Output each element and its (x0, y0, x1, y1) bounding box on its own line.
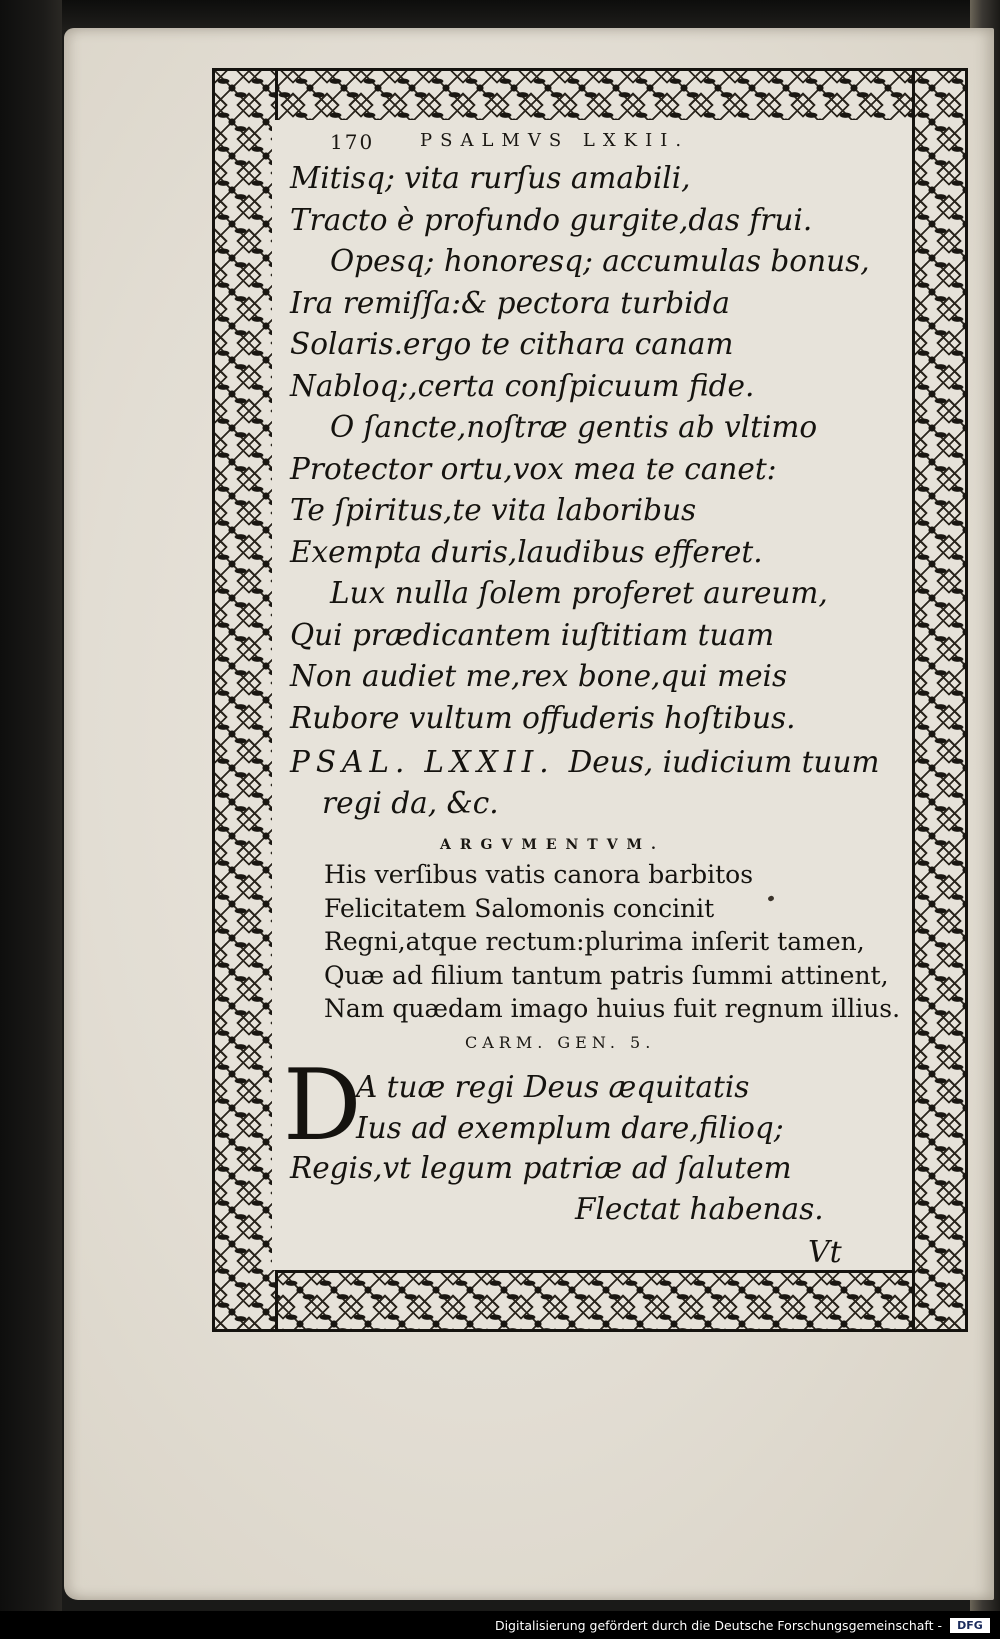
verse-line: Protector ortu,vox mea te canet: (290, 451, 777, 486)
running-title: PSALMVS LXKII. (420, 130, 690, 151)
argument-line: Nam quædam imago huius fuit regnum illius. (324, 994, 901, 1023)
ode-line: Regis,vt legum patriæ ad ſalutem (290, 1151, 792, 1185)
verse-line: Exempta duris,laudibus efferet. (290, 534, 763, 569)
argument-line: His verſibus vatis canora barbitos (324, 860, 754, 889)
psalm-incipit-continuation: regi da, &c. (322, 786, 499, 820)
psalm-label: PSAL. (290, 745, 411, 779)
verse-line: Lux nulla ſolem proferet aureum, (330, 576, 828, 610)
verse-line: Qui prædicantem iuſtitiam tuam (290, 617, 775, 652)
ornamental-border-right (912, 68, 968, 1332)
verse-line: Nabloq;,certa conſpicuum fide. (290, 368, 755, 403)
ode-line: Ius ad exemplum dare,filioq; (356, 1110, 784, 1145)
verse-line: Non audiet me,rex bone,qui meis (290, 659, 788, 693)
verse-line: Ira remiſſa:& pectora turbida (290, 285, 730, 320)
catchword: Vt (808, 1235, 842, 1270)
argument-line: Felicitatem Salomonis concinit (324, 893, 715, 923)
verse-line: Opesq; honoresq; accumulas bonus, (330, 244, 870, 278)
verse-line: Rubore vultum offuderis hoſtibus. (290, 700, 796, 735)
argument-heading: ARGVMENTVM. (440, 837, 665, 853)
verse-line: O ſancte,noſtræ gentis ab vltimo (330, 410, 818, 444)
ode-line: A tuæ regi Deus æquitatis (356, 1070, 750, 1104)
carmen-label: CARM. GEN. 5. (465, 1033, 656, 1052)
verse-line: Te ſpiritus,te vita laboribus (290, 493, 697, 527)
ode-block (290, 1067, 824, 1229)
psalm-number: LXXII. (424, 745, 555, 779)
ornamental-border-bottom (212, 1270, 968, 1332)
psalm-incipit: Deus, iudicium tuum (568, 745, 880, 779)
verse-block (290, 158, 870, 739)
argument-block (324, 858, 900, 1026)
scan-background-left (0, 0, 62, 1639)
argument-line: Quæ ad filium tantum patris ſummi attinent, (324, 960, 889, 990)
argument-line: Regni,atque rectum:plurima inſerit tamen, (324, 927, 865, 956)
ornamental-border-left (212, 68, 278, 1332)
verse-line: Mitisq; vita rurſus amabili, (290, 161, 691, 195)
psalm-heading (290, 742, 880, 824)
verse-line: Tracto è profundo gurgite,das frui. (290, 202, 813, 237)
verse-line: Solaris.ergo te cithara canam (290, 327, 734, 361)
ornamental-border-top (222, 68, 968, 126)
drop-cap: D (283, 1049, 362, 1163)
page-number: 170 (330, 130, 375, 154)
funding-notice: Digitalisierung gefördert durch die Deutsche Forschungsgemeinschaft - (494, 1618, 942, 1633)
running-head (330, 130, 770, 154)
dfg-logo: DFG (950, 1618, 990, 1633)
scan-background-top (0, 0, 1000, 30)
ode-line: Flectat habenas. (575, 1191, 824, 1226)
